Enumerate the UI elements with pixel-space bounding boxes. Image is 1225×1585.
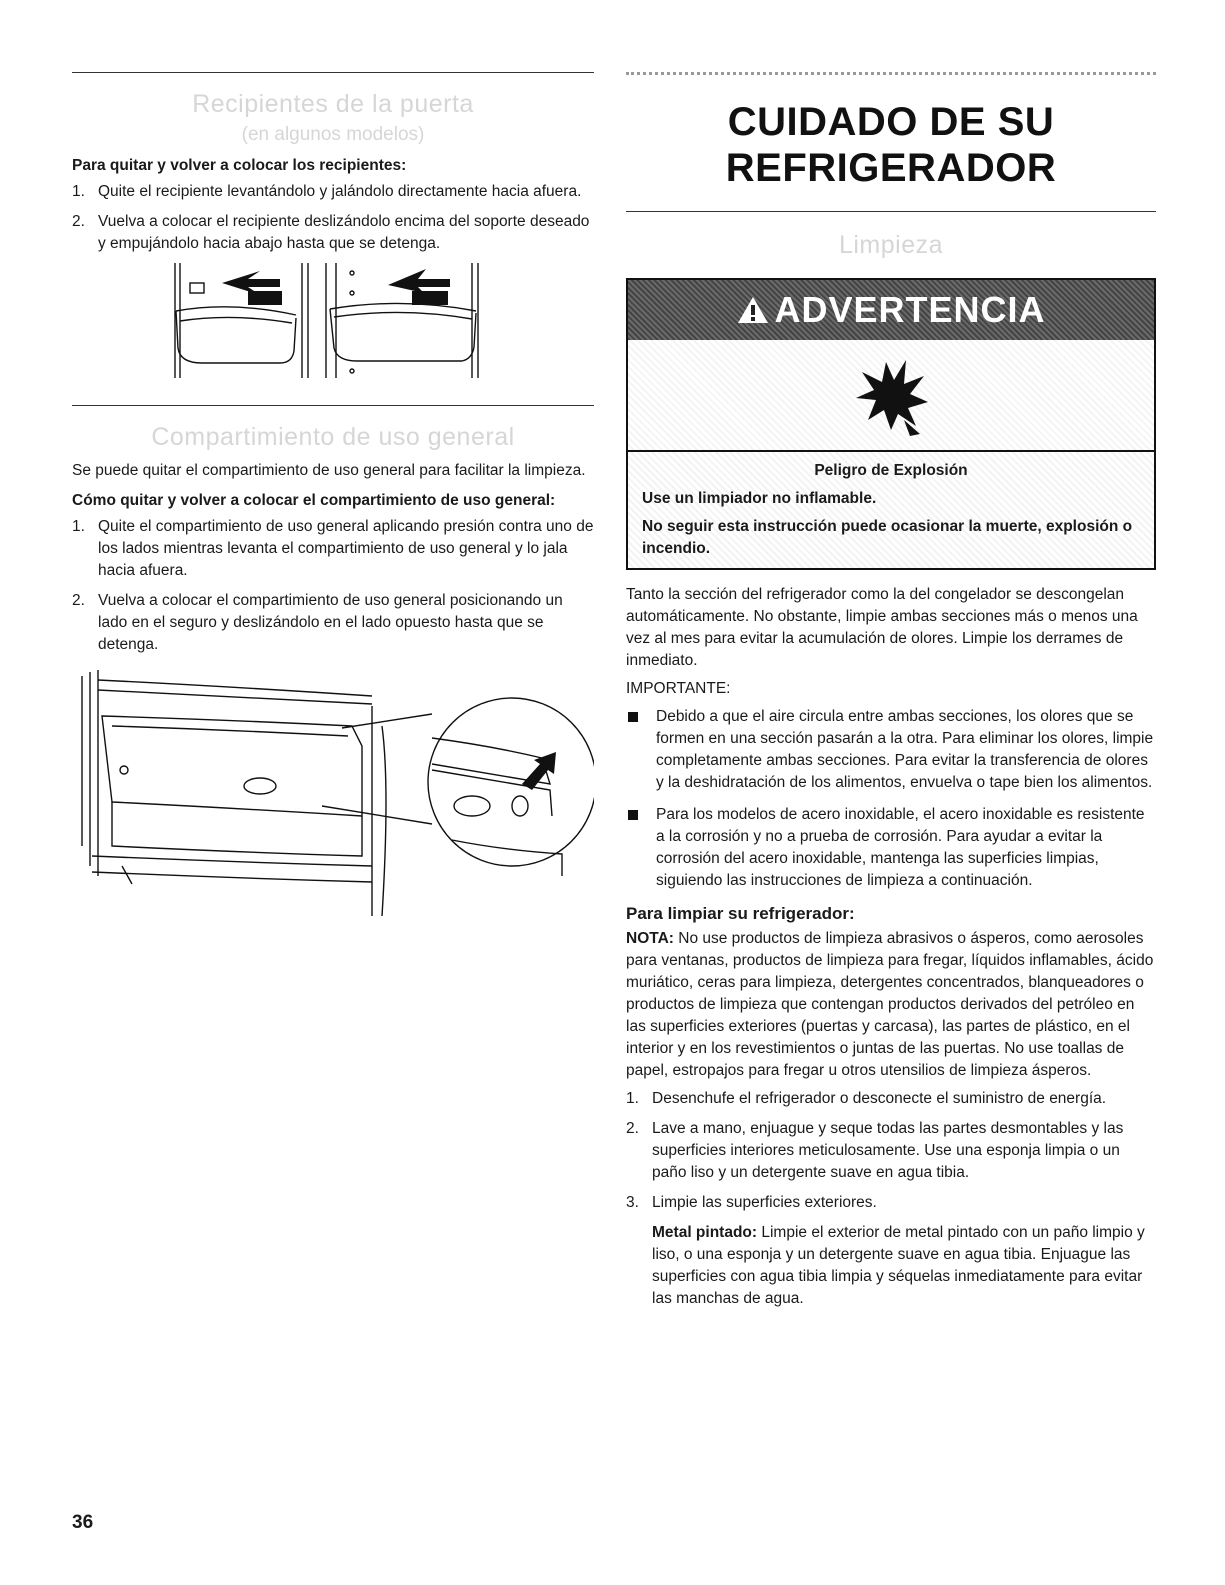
clean-steps (626, 1088, 1156, 1214)
warning-line1: Use un limpiador no inflamable. (642, 490, 877, 507)
warning-line2: No seguir esta instrucción puede ocasionar la muerte, explosión o incendio. (642, 518, 1133, 557)
list-item: 1. Quite el compartimiento de uso general aplicando presión contra uno de los lados mientras levanta el compartimiento de uso general y lo jala hacia afuera. (72, 518, 594, 579)
list-item: 3. Limpie las superficies exteriores. (626, 1194, 877, 1211)
utility-compartment-illustration (72, 666, 594, 916)
page-number: 36 (72, 1512, 94, 1533)
list-item: 2. Vuelva a colocar el compartimiento de uso general posicionando un lado en el seguro y deslizándolo en el lado opuesto hasta que se detenga. (72, 592, 563, 653)
door-bin-illustration (72, 263, 594, 383)
utility-intro: Se puede quitar el compartimiento de uso general para facilitar la limpieza. (72, 462, 586, 479)
list-item: Para los modelos de acero inoxidable, el acero inoxidable es resistente a la corrosión y no a prueba de corrosión. Para ayudar a evitar la corrosión del acero inoxidable, mantenga las superficies limpias, siguiendo las instrucciones de limpieza a continuación. (626, 804, 1156, 892)
note-paragraph: NOTA: No use productos de limpieza abrasivos o ásperos, como aerosoles para ventanas, productos de limpieza para fregar, líquidos inflamables, ácido muriático, ceras para limpieza, detergentes concentrados, blanqueadores o productos de limpieza que contengan productos derivados del petróleo en las superficies exteriores (puertas y carcasa), las partes de plástico, en el interior y en los revestimientos o juntas de las puertas. No use toallas de papel, estropajos para fregar u otros utensilios de limpieza ásperos. (626, 930, 1154, 1079)
door-bins-lead: Para quitar y volver a colocar los recipientes: (72, 157, 407, 174)
list-item: 1. Quite el recipiente levantándolo y jalándolo directamente hacia afuera. (72, 183, 582, 200)
important-label: IMPORTANTE: (626, 680, 731, 697)
door-bins-title: Recipientes de la puerta (192, 90, 474, 118)
important-bullets (626, 706, 1156, 892)
explosion-icon-area (628, 340, 1154, 452)
cleaning-intro: Tanto la sección del refrigerador como la del congelador se descongelan automáticamente. No obstante, limpie ambas secciones más o menos una vez al mes para evitar la acumulación de olores. Limpie los derrames de inmediato. (626, 586, 1138, 669)
top-rule-right (626, 72, 1156, 75)
utility-steps (72, 516, 594, 656)
clean-fridge-heading: Para limpiar su refrigerador: (626, 904, 855, 923)
utility-compartment-title: Compartimiento de uso general (151, 423, 515, 451)
warning-text (628, 452, 1154, 568)
warning-banner-label: ADVERTENCIA (774, 289, 1046, 330)
right-column (626, 72, 1156, 1316)
utility-lead: Cómo quitar y volver a colocar el compartimiento de uso general: (72, 492, 556, 509)
explosion-icon (846, 350, 936, 440)
cleaning-title: Limpieza (838, 231, 944, 259)
title-rule-right (626, 211, 1156, 212)
list-item: 1. Desenchufe el refrigerador o desconecte el suministro de energía. (626, 1090, 1107, 1107)
left-column (72, 72, 594, 916)
warning-box (626, 278, 1156, 570)
list-item: Debido a que el aire circula entre ambas secciones, los olores que se formen en una sección pasarán a la otra. Para eliminar los olores, limpie completamente ambas secciones. Para evitar la transferencia de olores y la deshidratación de los alimentos, envuelva o tape bien los alimentos. (626, 706, 1156, 794)
list-item: 2. Lave a mano, enjuague y seque todas las partes desmontables y las superficies interiores meticulosamente. Use una esponja limpia o un paño liso y un detergente suave en agua tibia. (626, 1120, 1124, 1181)
door-bins-steps (72, 181, 594, 255)
bullet-square (628, 712, 638, 722)
section-rule-left (72, 405, 594, 406)
bullet-square (628, 810, 638, 820)
door-bins-subtitle: (en algunos modelos) (241, 124, 425, 145)
page-title (626, 99, 1156, 191)
painted-metal-paragraph: Metal pintado: Limpie el exterior de metal pintado con un paño limpio y liso, o una esponja y un detergente suave en agua tibia. Enjuague las superficies con agua tibia limpia y séquelas inmediatamente para evitar las manchas de agua. (652, 1224, 1145, 1307)
top-rule-left (72, 72, 594, 73)
warning-banner (628, 280, 1154, 340)
warning-triangle-icon (736, 295, 770, 325)
warning-heading: Peligro de Explosión (814, 462, 968, 479)
page-title-line1: CUIDADO DE SU (727, 100, 1055, 144)
list-item: 2. Vuelva a colocar el recipiente deslizándolo encima del soporte deseado y empujándolo hacia abajo hasta que se detenga. (72, 213, 590, 252)
page-title-line2: REFRIGERADOR (725, 146, 1057, 190)
